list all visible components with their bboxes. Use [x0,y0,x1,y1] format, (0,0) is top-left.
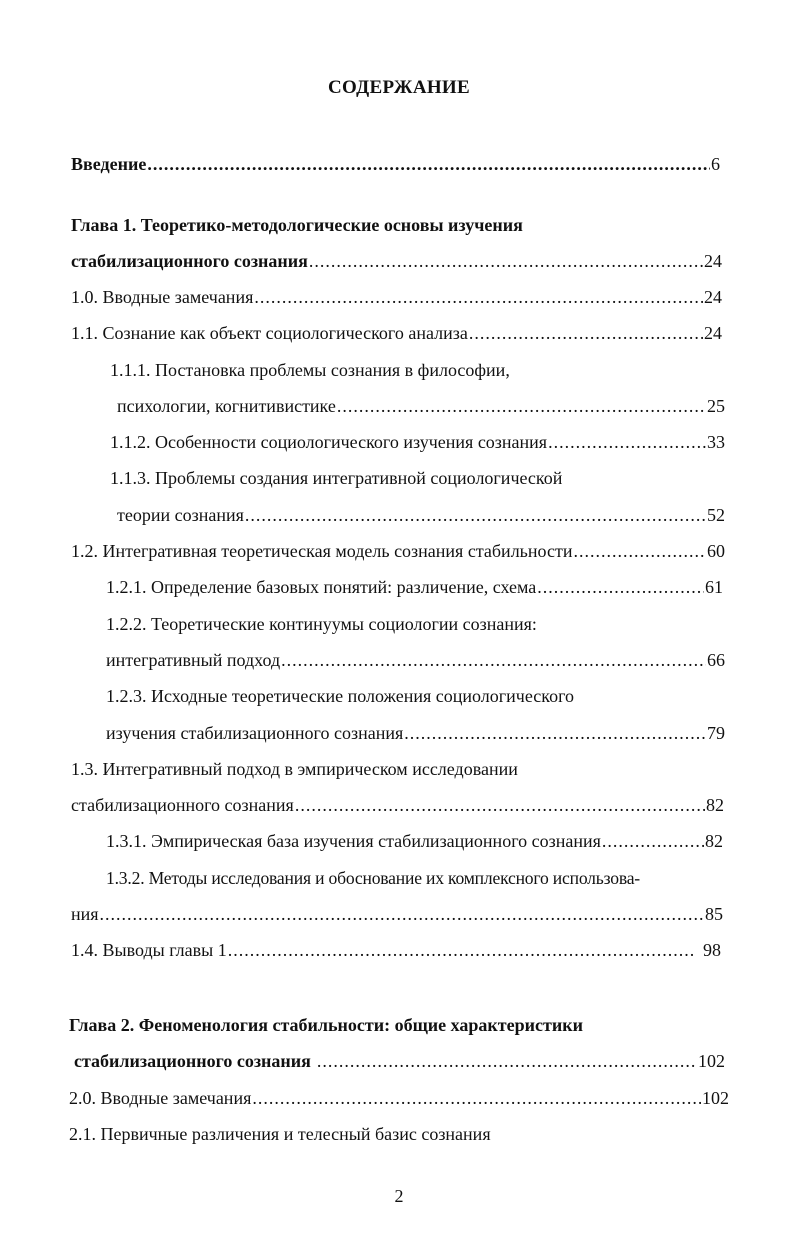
toc-entry-1-1-1[interactable] [117,394,725,418]
dot-leader [404,721,706,745]
toc-page-number: 98 [703,940,721,960]
toc-entry-1-3-2-line1[interactable]: 1.3.2. Методы исследования и обоснование их комплексного использова- [106,868,640,888]
toc-entry-2-0[interactable] [69,1086,729,1110]
page-number: 2 [394,1186,404,1206]
dot-leader [252,1086,701,1110]
toc-entry-1-1[interactable] [71,321,722,345]
toc-entry-label: 1.2. Интегративная теоретическая модель сознания стабильности [71,541,573,561]
toc-entry-label: интегративный подход [106,650,281,670]
dot-leader [602,829,704,853]
dot-leader [548,430,706,454]
dot-leader [245,503,706,527]
toc-entry-intro[interactable] [71,152,720,176]
dot-leader [100,902,704,926]
toc-page-number: 82 [705,831,723,851]
toc-page-number: 24 [704,251,722,271]
dot-leader [254,285,703,309]
dot-leader [295,793,705,817]
toc-entry-1-0[interactable] [71,285,722,309]
toc-chapter-1-line1[interactable]: Глава 1. Теоретико-методологические основы изучения [71,215,523,235]
toc-page-number: 102 [698,1051,725,1071]
toc-entry-1-2-3-line1[interactable]: 1.2.3. Исходные теоретические положения социологического [106,686,575,706]
toc-entry-label: 1.3.1. Эмпирическая база изучения стабилизационного сознания [106,831,601,851]
dot-leader [281,648,706,672]
dot-leader [469,321,703,345]
toc-page-number: 82 [706,795,724,815]
toc-entry-label: 1.1.2. Особенности социологического изучения сознания [110,432,548,452]
toc-entry-1-1-3-line1[interactable]: 1.1.3. Проблемы создания интегративной социологической [110,468,563,488]
toc-entry-1-3-1[interactable] [106,829,723,853]
toc-entry-1-2-3[interactable] [106,721,725,745]
toc-page-number: 24 [704,323,722,343]
toc-page-number: 66 [707,650,725,670]
toc-entry-label: Введение [71,154,147,174]
toc-entry-label: 2.0. Вводные замечания [69,1088,252,1108]
toc-entry-chapter-2[interactable] [74,1049,725,1073]
toc-page-number: 85 [705,904,723,924]
toc-entry-chapter-1[interactable] [71,249,722,273]
toc-entry-1-1-1-line1[interactable]: 1.1.1. Постановка проблемы сознания в философии, [110,360,510,380]
dot-leader [537,575,704,599]
toc-page-number: 79 [707,723,725,743]
toc-chapter-2-line1[interactable]: Глава 2. Феноменология стабильности: общие характеристики [69,1015,583,1035]
toc-entry-label: стабилизационного сознания [74,1051,311,1071]
toc-page-number: 102 [702,1088,729,1108]
page-title: СОДЕРЖАНИЕ [328,77,470,98]
toc-page-number: 61 [705,577,723,597]
dot-leader [147,152,710,176]
toc-entry-label: стабилизационного сознания [71,795,294,815]
toc-entry-1-3-2[interactable] [71,902,723,926]
toc-entry-label: теории сознания [117,505,244,525]
toc-page-number: 33 [707,432,725,452]
toc-entry-1-2-1[interactable] [106,575,723,599]
toc-page-number: 25 [707,396,725,416]
toc-entry-label: 1.1. Сознание как объект социологического анализа [71,323,468,343]
dot-leader [337,394,706,418]
toc-entry-1-2[interactable] [71,539,725,563]
toc-page-number: 6 [711,154,720,174]
dot-leader [317,1049,697,1073]
toc-entry-1-4[interactable] [71,938,721,962]
toc-page-number: 52 [707,505,725,525]
dot-leader [309,249,703,273]
toc-entry-label: 1.0. Вводные замечания [71,287,254,307]
toc-entry-label: стабилизационного сознания [71,251,308,271]
toc-entry-1-1-3[interactable] [117,503,725,527]
toc-entry-label: ния [71,904,99,924]
toc-entry-label: 1.4. Выводы главы 1 [71,940,227,960]
toc-entry-1-2-2-line1[interactable]: 1.2.2. Теоретические континуумы социологии сознания: [106,614,537,634]
toc-entry-label: психологии, когнитивистике [117,396,336,416]
dot-leader [228,938,693,962]
toc-page-number: 24 [704,287,722,307]
toc-entry-1-3-line1[interactable]: 1.3. Интегративный подход в эмпирическом исследовании [71,759,518,779]
toc-entry-1-2-2[interactable] [106,648,725,672]
dot-leader [573,539,706,563]
toc-page-number: 60 [707,541,725,561]
toc-entry-1-1-2[interactable] [110,430,725,454]
toc-entry-label: 1.2.1. Определение базовых понятий: различение, схема [106,577,537,597]
toc-entry-1-3[interactable] [71,793,724,817]
toc-entry-2-1[interactable]: 2.1. Первичные различения и телесный базис сознания [69,1124,491,1144]
toc-entry-label: изучения стабилизационного сознания [106,723,404,743]
